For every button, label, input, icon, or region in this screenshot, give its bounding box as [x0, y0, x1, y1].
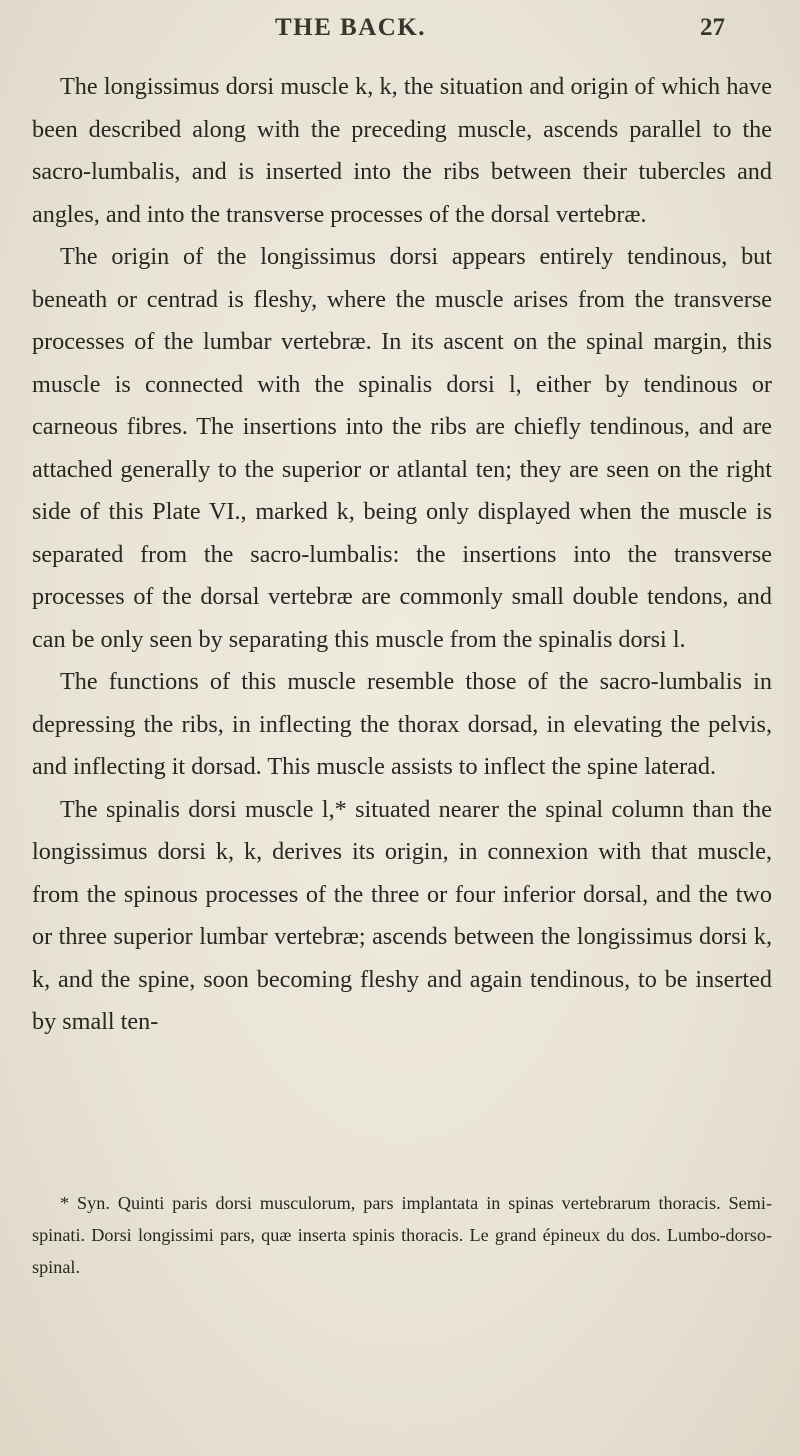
running-head: [200, 14, 790, 54]
page-number: 27: [700, 14, 725, 41]
body-text: [32, 66, 772, 1044]
footnote: [32, 1187, 772, 1283]
paragraph-longissimus-origin: The origin of the longissimus dorsi appears entirely tendinous, but beneath or centrad is fleshy, where the muscle arises from the transverse processes of the lumbar vertebræ. In its ascent on the spinal margin, this muscle is connected with the spinalis dorsi l, either by tendinous or carneous fibres. The insertions into the ribs are chiefly tendinous, and are attached generally to the superior or atlantal ten; they are seen on the right side of this Plate VI., marked k, being only displayed when the muscle is separated from the sacro-lumbalis: the insertions into the transverse processes of the dorsal vertebræ are commonly small double tendons, and can be only seen by separating this muscle from the spinalis dorsi l.: [32, 243, 772, 653]
paragraph-longissimus-functions: The functions of this muscle resemble those of the sacro-lumbalis in depressing the ribs, in inflecting the thorax dorsad, in elevating the pelvis, and inflecting it dorsad. This muscle assists to inflect the spine laterad.: [32, 668, 772, 780]
paragraph-longissimus-insertion: The longissimus dorsi muscle k, k, the situation and origin of which have been described along with the preceding muscle, ascends parallel to the sacro-lumbalis, and is inserted into the ribs between their tubercles and angles, and into the transverse processes of the dorsal vertebræ.: [32, 73, 772, 228]
running-head-title: THE BACK.: [275, 14, 427, 41]
footnote-text: * Syn. Quinti paris dorsi musculorum, pars implantata in spinas vertebrarum thoracis. Semi-spinati. Dorsi longissimi pars, quæ inserta spinis thoracis. Le grand épineux du dos. Lumbo-dorso-spinal.: [32, 1193, 772, 1277]
paragraph-spinalis-dorsi: The spinalis dorsi muscle l,* situated nearer the spinal column than the longissimus dorsi k, k, derives its origin, in connexion with that muscle, from the spinous processes of the three or four inferior dorsal, and the two or three superior lumbar vertebræ; ascends between the longissimus dorsi k, k, and the spine, soon becoming fleshy and again tendinous, to be inserted by small ten-: [32, 795, 772, 1035]
